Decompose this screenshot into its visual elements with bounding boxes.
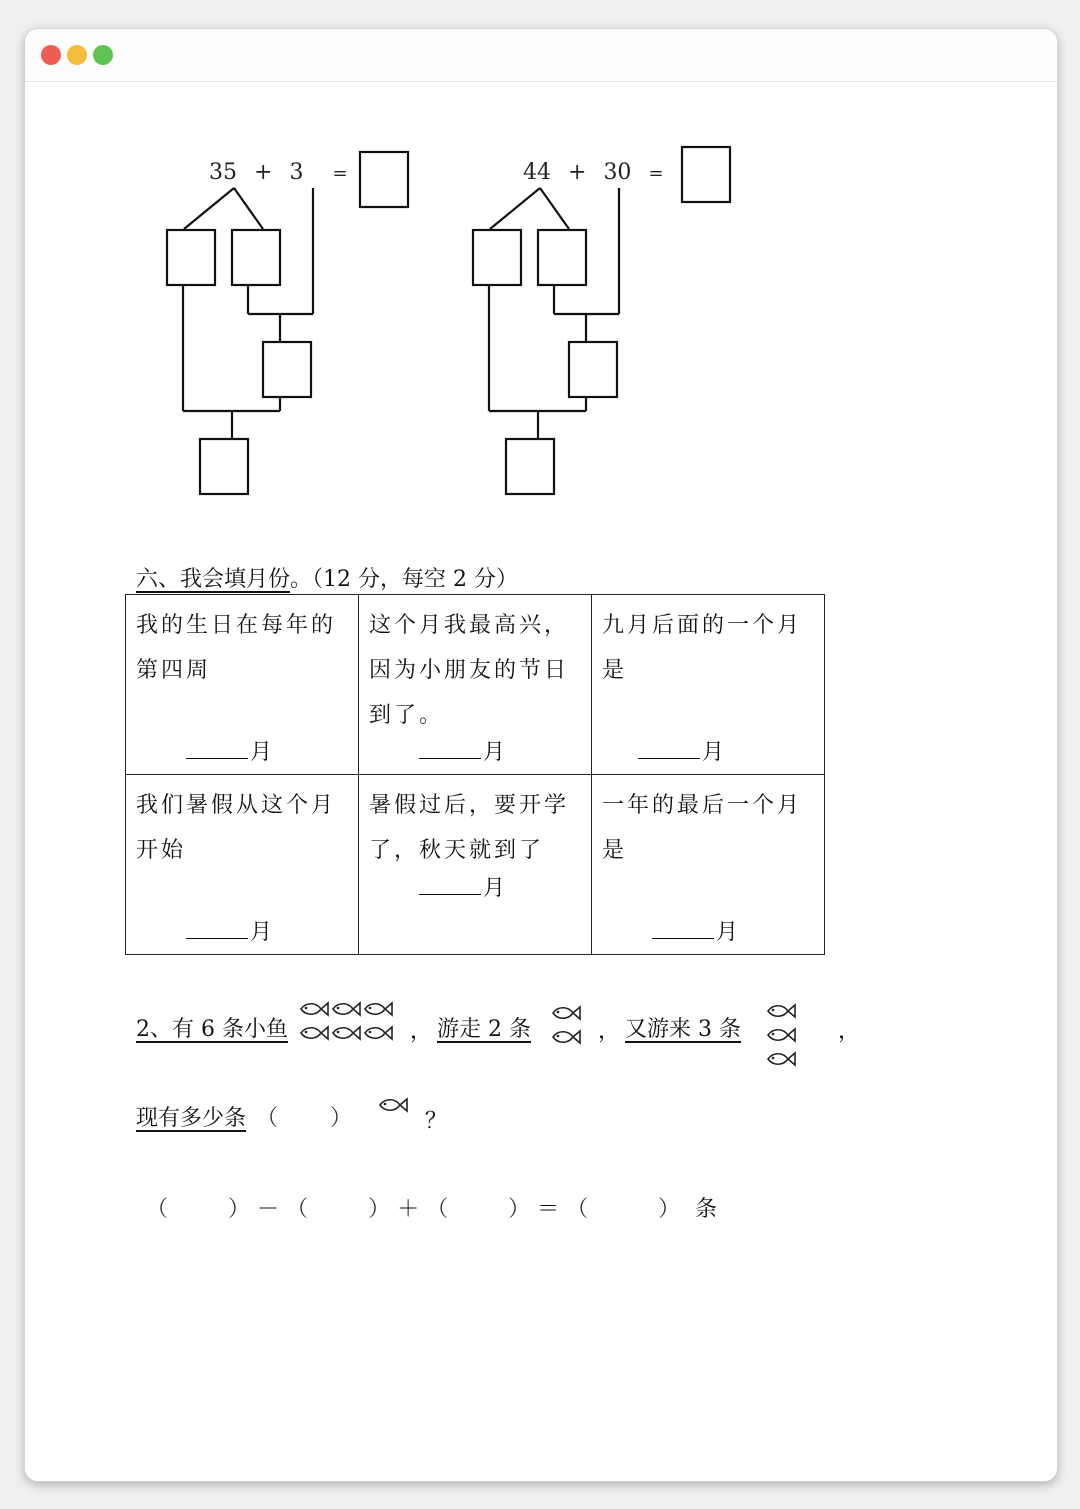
fish-icon xyxy=(298,1024,330,1042)
table-cell xyxy=(126,775,359,955)
answer-blank[interactable] xyxy=(638,735,724,766)
unit-label: 条 xyxy=(695,1197,718,1222)
fish-icon xyxy=(377,1096,409,1114)
fish-icon xyxy=(550,1004,582,1022)
section-6-heading xyxy=(136,562,518,593)
result-box[interactable] xyxy=(360,152,408,207)
operand-b: 3 xyxy=(289,160,304,185)
table-cell xyxy=(592,775,825,955)
fish-group-swim-in xyxy=(765,1002,797,1068)
final-sum-box[interactable] xyxy=(200,439,248,494)
paren-close: ） xyxy=(330,1106,353,1131)
partial-sum-box[interactable] xyxy=(569,342,617,397)
question-2-part1 xyxy=(136,1012,288,1043)
month-suffix: 月 xyxy=(483,876,506,901)
fish-icon xyxy=(330,1024,362,1042)
table-cell xyxy=(359,775,592,955)
operator-plus: + xyxy=(254,160,273,185)
fish-icon xyxy=(765,1050,797,1068)
month-suffix: 月 xyxy=(483,740,506,765)
cell-question: 我们暑假从这个月开始 xyxy=(136,793,337,863)
section-6-score: 。（12 分，每空 2 分） xyxy=(290,567,518,592)
paren-open: （ xyxy=(286,1197,309,1222)
split-diagram-1 xyxy=(150,140,430,510)
fish-icon xyxy=(362,1024,394,1042)
plus-sign: ＋ xyxy=(397,1197,420,1222)
answer-blank[interactable] xyxy=(652,915,738,946)
equals-sign: = xyxy=(648,163,664,184)
paren-close: ） xyxy=(658,1197,681,1222)
split-box-tens[interactable] xyxy=(473,230,521,285)
operand-a: 44 xyxy=(523,160,551,185)
cell-question: 我的生日在每年的第四周 xyxy=(136,613,337,683)
equals-sign: ＝ xyxy=(537,1197,560,1222)
formula-row xyxy=(146,1192,717,1223)
q2-question-mark: ？ xyxy=(425,1109,448,1134)
minus-sign: － xyxy=(257,1197,280,1222)
question-2-part2 xyxy=(437,1012,531,1043)
month-suffix: 月 xyxy=(716,920,739,945)
answer-blank[interactable] xyxy=(186,735,272,766)
fish-icon xyxy=(362,1000,394,1018)
paren-open: （ xyxy=(566,1197,589,1222)
answer-blank[interactable] xyxy=(419,871,505,902)
q2-text-swim-away: 游走 2 条 xyxy=(437,1017,531,1042)
operand-b: 30 xyxy=(603,160,632,185)
paren-open: （ xyxy=(426,1197,449,1222)
fish-icon xyxy=(330,1000,362,1018)
partial-sum-box[interactable] xyxy=(263,342,311,397)
q2-text-initial: 2、有 6 条小鱼 xyxy=(136,1017,288,1042)
split-box-ones[interactable] xyxy=(232,230,280,285)
cell-question: 九月后面的一个月是 xyxy=(602,613,803,683)
fish-icon xyxy=(298,1000,330,1018)
table-row xyxy=(126,775,825,955)
paren-close: ） xyxy=(228,1197,251,1222)
paren-open: （ xyxy=(256,1106,279,1131)
answer-blank[interactable] xyxy=(186,915,272,946)
fish-group-initial xyxy=(298,1000,394,1042)
split-box-ones[interactable] xyxy=(538,230,586,285)
q2-text-swim-in: 又游来 3 条 xyxy=(625,1017,741,1042)
final-sum-box[interactable] xyxy=(506,439,554,494)
split-diagram-2 xyxy=(456,140,746,510)
table-cell xyxy=(359,595,592,775)
fish-group-swim-away xyxy=(550,1004,582,1046)
month-suffix: 月 xyxy=(702,740,725,765)
split-box-tens[interactable] xyxy=(167,230,215,285)
equals-sign: = xyxy=(332,163,348,184)
month-suffix: 月 xyxy=(250,920,273,945)
paren-open: （ xyxy=(146,1197,169,1222)
fish-icon xyxy=(765,1002,797,1020)
result-box[interactable] xyxy=(682,147,730,202)
month-table xyxy=(125,594,825,955)
fish-group-question xyxy=(377,1096,409,1114)
section-6-title: 六、我会填月份 xyxy=(136,567,291,592)
cell-question: 一年的最后一个月是 xyxy=(602,793,803,863)
fish-icon xyxy=(765,1026,797,1044)
table-cell xyxy=(126,595,359,775)
cell-question: 暑假过后，要开学了，秋天就到了 xyxy=(369,793,570,863)
cell-question: 这个月我最高兴，因为小朋友的节日到了。 xyxy=(369,613,570,728)
operand-a: 35 xyxy=(209,160,237,185)
fish-icon xyxy=(550,1028,582,1046)
q2-comma: ， xyxy=(410,1019,433,1044)
month-suffix: 月 xyxy=(250,740,273,765)
q2-comma: ， xyxy=(598,1019,621,1044)
question-2-ask xyxy=(136,1101,352,1132)
paren-close: ） xyxy=(368,1197,391,1222)
question-2-part3 xyxy=(625,1012,741,1043)
operator-plus: + xyxy=(568,160,587,185)
answer-blank[interactable] xyxy=(419,735,505,766)
paren-close: ） xyxy=(508,1197,531,1222)
table-row xyxy=(126,595,825,775)
q2-ask-text: 现有多少条 xyxy=(136,1106,247,1131)
table-cell xyxy=(592,595,825,775)
q2-comma: ， xyxy=(838,1019,861,1044)
